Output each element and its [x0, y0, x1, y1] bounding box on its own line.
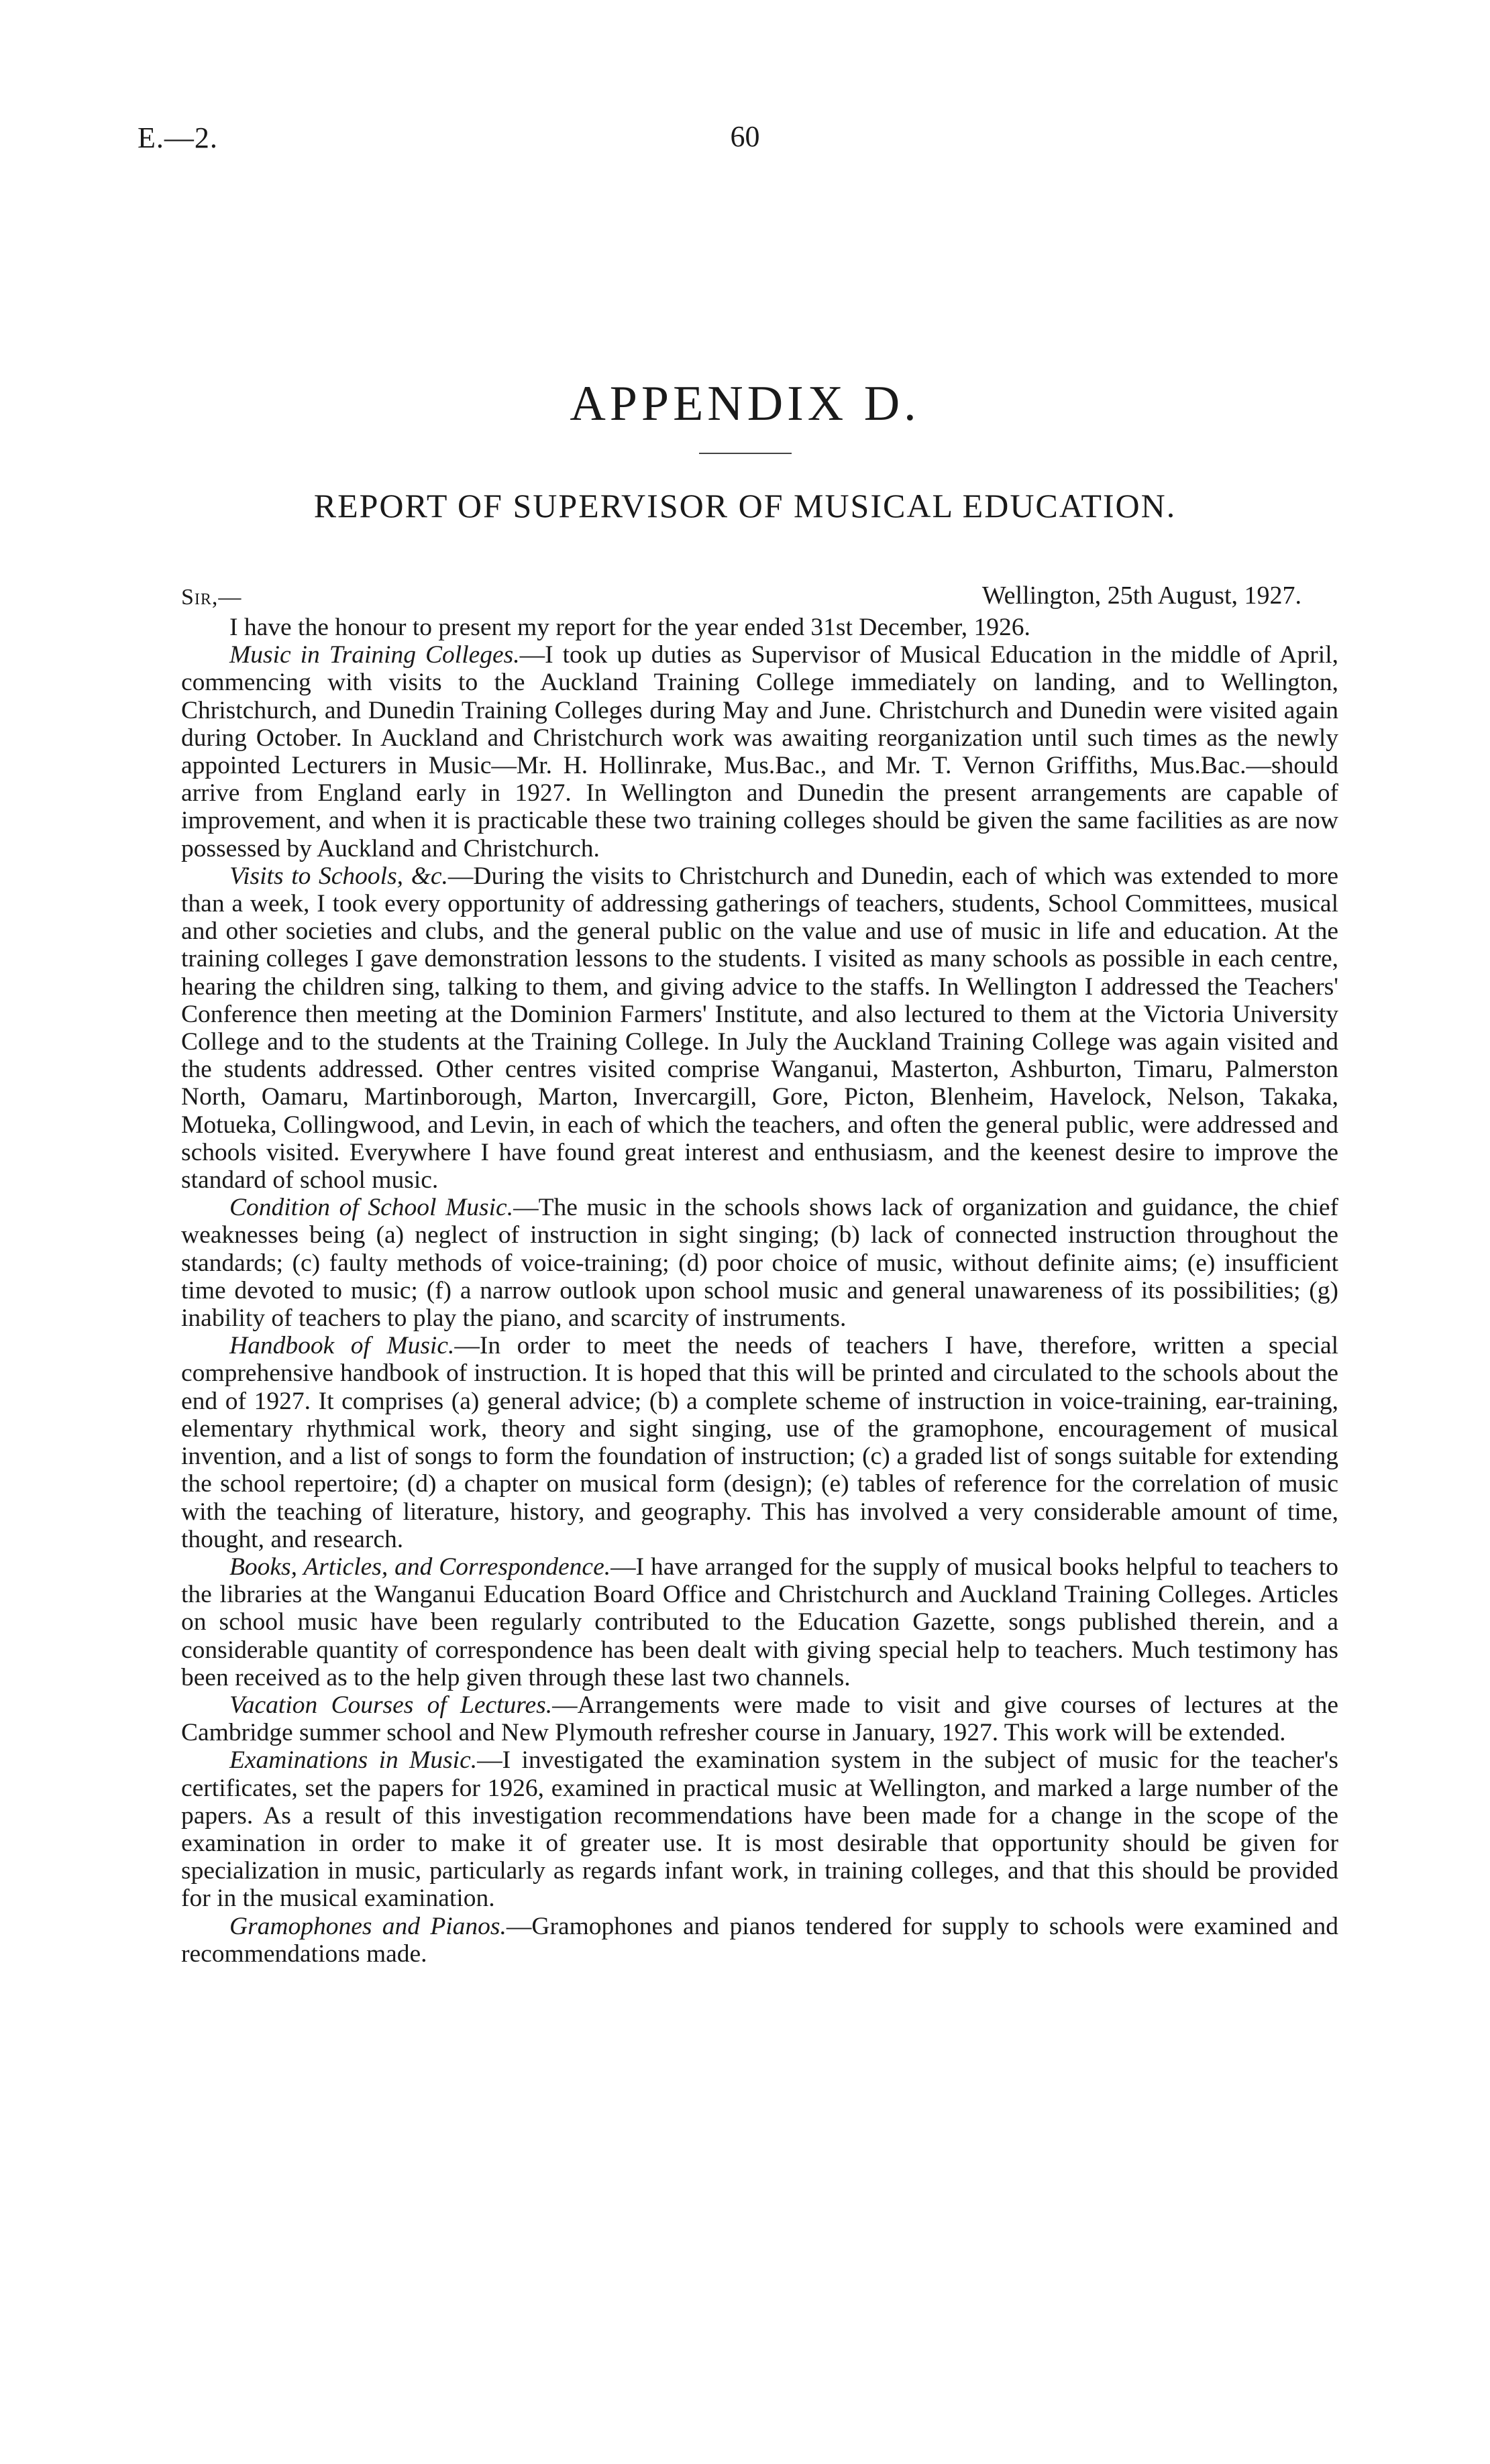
paragraph-intro — [181, 614, 1338, 641]
paragraph-heading: Handbook of Music. — [229, 1332, 455, 1360]
paragraph-text: —During the visits to Christchurch and Dunedin, each of which was extended to more than a week, I took every opportunity of addressing gatherings of teachers, students, School Committees, musical and other societies and clubs, and the general public on the value and use of music in life and education. At the training colleges I gave demonstration lessons to the students. I visited as many schools as possible in each centre, hearing the children sing, talking to them, and giving advice to the staffs. In Wellington I addressed the Teachers' Conference then meeting at the Dominion Farmers' Institute, and also lectured to them at the Victoria University College and to the students at the Training College. In July the Auckland Training College was again visited and the students addressed. Other centres visited comprise Wanganui, Masterton, Ashburton, Timaru, Palmerston North, Oamaru, Martinborough, Marton, Invercargill, Gore, Picton, Blenheim, Havelock, Nelson, Takaka, Motueka, Collingwood, and Levin, in each of which the teachers, and often the general public, were addressed and schools visited. Everywhere I have found great interest and enthusiasm, and the keenest desire to improve the standard of school music. — [181, 862, 1338, 1194]
paragraph-heading: Examinations in Music. — [229, 1746, 478, 1775]
page-number: 60 — [730, 120, 760, 153]
paragraph-training-colleges — [181, 641, 1338, 862]
title-divider — [699, 453, 792, 454]
paragraph-text: —Gramophones and pianos tendered for supply to schools were examined and recommendations made. — [181, 1912, 1338, 1968]
salutation: Sir,— — [181, 585, 242, 610]
appendix-title: APPENDIX D. — [570, 376, 920, 431]
paragraph-gramophones — [181, 1913, 1338, 1968]
paragraph-text: —Arrangements were made to visit and give courses of lectures at the Cambridge summer school and New Plymouth refresher course in January, 1927. This work will be extended. — [181, 1691, 1339, 1747]
paragraph-text: I have the honour to present my report for the year ended 31st December, 1926. — [229, 614, 1030, 641]
paragraph-text: —In order to meet the needs of teachers I have, therefore, written a special comprehensive handbook of instruction. It is hoped that this will be printed and circulated to the schools about the end of 1927. It comprises (a) general advice; (b) a complete scheme of instruction in voice-training, ear-training, elementary rhythmical work, theory and sight singing, use of the gramophone, encouragement of musical invention, and a list of songs to form the foundation of instruction; (c) a graded list of songs suitable for extending the school repertoire; (d) a chapter on musical form (design); (e) tables of reference for the correlation of music with the teaching of literature, history, and geography. This has involved a very considerable amount of time, thought, and research. — [181, 1332, 1339, 1553]
paragraph-books — [181, 1553, 1338, 1691]
report-body — [181, 614, 1338, 1968]
paragraph-heading: Music in Training Colleges. — [229, 641, 520, 669]
paragraph-examinations — [181, 1746, 1338, 1912]
paragraph-text: —I investigated the examination system in the subject of music for the teacher's certificates, set the papers for 1926, examined in practical music at Wellington, and marked a large number of the papers. As a result of this investigation recommendations have been made for a change in the scope of the examination in order to make it of greater use. It is most desirable that opportunity should be given for specialization in music, particularly as regards infant work, in training colleges, and that this should be provided for in the musical examination. — [181, 1746, 1338, 1913]
paragraph-handbook — [181, 1332, 1338, 1553]
paragraph-condition — [181, 1194, 1338, 1332]
paragraph-heading: Gramophones and Pianos. — [229, 1912, 507, 1940]
paragraph-text: —I took up duties as Supervisor of Musical Education in the middle of April, commencing with visits to the Auckland Training College immediately on landing, and to Wellington, Christchurch, and Dunedin Training Colleges during May and June. Christchurch and Dunedin were visited again during October. In Auckland and Christchurch work was awaiting reorganization until such times as the newly appointed Lecturers in Music—Mr. H. Hollinrake, Mus.Bac., and Mr. T. Vernon Griffiths, Mus.Bac.—should arrive from England early in 1927. In Wellington and Dunedin the present arrangements are capable of improvement, and when it is practicable these two training colleges should be given the same facilities as are now possessed by Auckland and Christchurch. — [181, 641, 1339, 862]
paragraph-text: —I have arranged for the supply of musical books helpful to teachers to the libraries at the Wanganui Education Board Office and Christchurch and Auckland Training Colleges. Articles on school music have been regularly contributed to the Education Gazette, songs published therein, and a considerable quantity of correspondence has been dealt with giving special help to teachers. Much testimony has been received as to the help given through these last two channels. — [181, 1553, 1338, 1691]
paragraph-heading: Books, Articles, and Correspondence. — [229, 1553, 611, 1581]
paragraph-visits — [181, 862, 1338, 1194]
report-title: REPORT OF SUPERVISOR OF MUSICAL EDUCATION. — [313, 487, 1177, 524]
paragraph-text: —The music in the schools shows lack of organization and guidance, the chief weaknesses being (a) neglect of instruction in sight singing; (b) lack of connected instruction throughout the standards; (c) faulty methods of voice-training; (d) poor choice of music, without definite aims; (e) insufficient time devoted to music; (f) a narrow outlook upon school music and general unawareness of its possibilities; (g) inability of teachers to play the piano, and scarcity of instruments. — [181, 1194, 1338, 1333]
paragraph-heading: Vacation Courses of Lectures. — [229, 1691, 553, 1719]
section-code: E.—2. — [138, 121, 218, 154]
paragraph-heading: Visits to Schools, &c. — [229, 862, 448, 890]
paragraph-heading: Condition of School Music. — [229, 1194, 514, 1222]
place-date: Wellington, 25th August, 1927. — [981, 581, 1301, 610]
paragraph-vacation-courses — [181, 1691, 1338, 1746]
